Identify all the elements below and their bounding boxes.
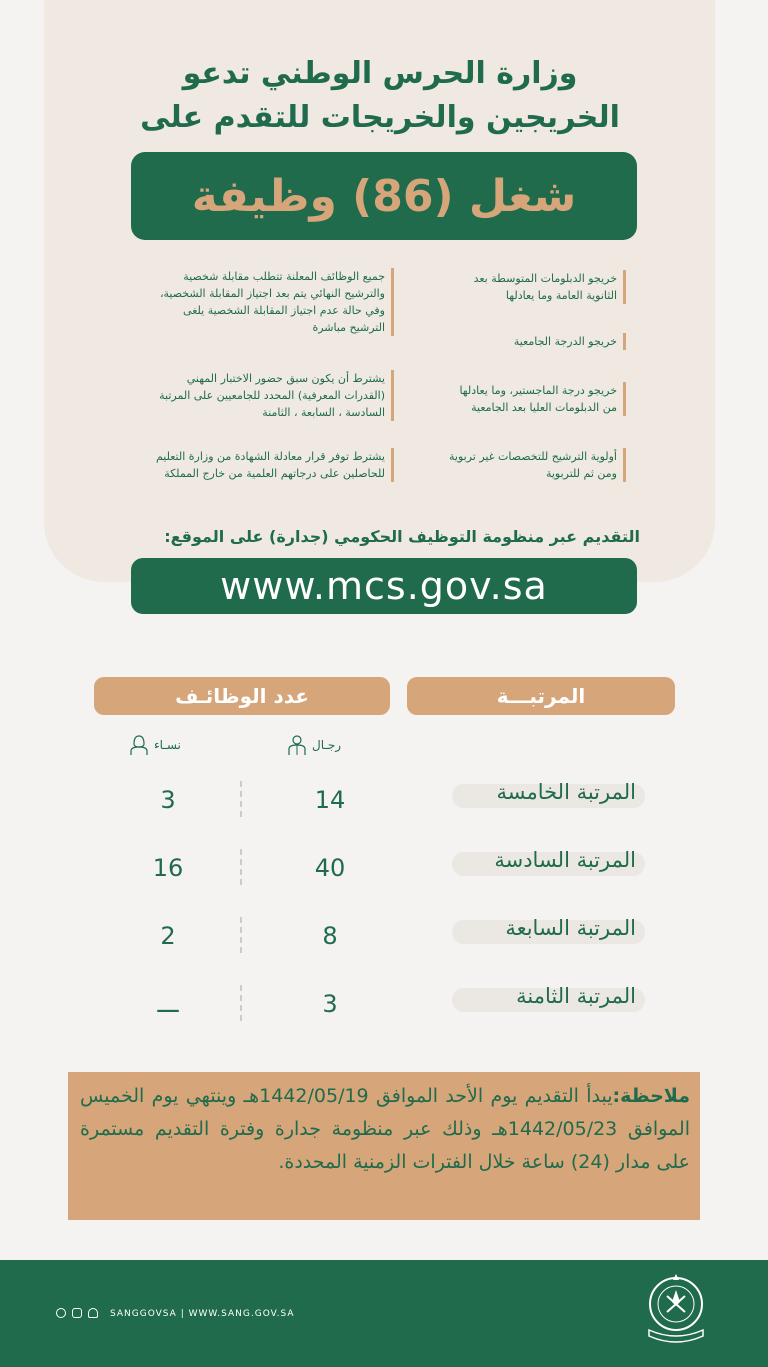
eligibility-item: خريجو الدبلومات المتوسطة بعد الثانوية العامة وما يعادلها	[449, 270, 626, 304]
women-count: 2	[160, 922, 176, 950]
note-text	[80, 1080, 690, 1179]
national-guard-emblem-icon	[643, 1272, 709, 1346]
apply-instructions: التقديم عبر منظومة التوظيف الحكومي (جدارة) على الموقع:	[164, 527, 640, 546]
men-count: 8	[322, 922, 338, 950]
twitter-icon[interactable]	[56, 1308, 66, 1318]
snapchat-icon[interactable]	[88, 1308, 98, 1318]
men-count: 14	[314, 786, 346, 814]
men-column-label	[288, 735, 341, 755]
requirement-item: يشترط توفر قرار معادلة الشهادة من وزارة التعليم للحاصلين على درجاتهم العلمية من خارج المملكة	[150, 448, 394, 482]
column-divider	[240, 781, 242, 817]
women-column-label	[130, 735, 181, 755]
column-divider	[240, 985, 242, 1021]
column-divider	[240, 849, 242, 885]
men-label: رجـال	[312, 738, 342, 752]
note-label: ملاحظة:	[612, 1085, 690, 1107]
job-count-header: عدد الوظائـف	[94, 677, 390, 715]
man-icon	[288, 735, 306, 755]
requirement-item: جميع الوظائف المعلنة تتطلب مقابلة شخصية والترشيح النهائي يتم بعد اجتياز المقابلة الشخصية، وفي حالة عدم اجتياز المقابلة الشخصية يلغى الترشيح مباشرة	[150, 268, 394, 336]
rank-name: المرتبة الخامسة	[496, 780, 636, 804]
rank-name: المرتبة السابعة	[505, 916, 636, 940]
woman-icon	[130, 735, 148, 755]
website-link[interactable]	[131, 558, 637, 614]
title-line-2: الخريجين والخريجات للتقدم على	[140, 100, 620, 135]
title-line-1: وزارة الحرس الوطني تدعو	[182, 56, 578, 91]
footer-links[interactable]: SANGGOVSA | WWW.SANG.GOV.SA	[110, 1309, 295, 1319]
requirement-item: يشترط أن يكون سبق حضور الاختبار المهني (القدرات المعرفية) المحدد للجامعيين على المرتبة السادسة ، السابعة ، الثامنة	[150, 370, 394, 421]
website-url[interactable]: www.mcs.gov.sa	[220, 564, 548, 608]
column-divider	[240, 917, 242, 953]
jobs-count-label: شغل (86) وظيفة	[191, 170, 577, 222]
rank-name: المرتبة الثامنة	[516, 984, 636, 1008]
eligibility-item: خريجو درجة الماجستير، وما يعادلها من الدبلومات العليا بعد الجامعية	[449, 382, 626, 416]
instagram-icon[interactable]	[72, 1308, 82, 1318]
women-count: 16	[152, 854, 184, 882]
jobs-count-banner	[131, 152, 637, 240]
women-label: نسـاء	[154, 738, 181, 752]
women-count: 3	[160, 786, 176, 814]
eligibility-item: خريجو الدرجة الجامعية	[449, 333, 626, 350]
men-count: 3	[322, 990, 338, 1018]
men-count: 40	[314, 854, 346, 882]
rank-name: المرتبة السادسة	[494, 848, 636, 872]
eligibility-item: أولوية الترشيح للتخصصات غير تربوية ومن ثم للتربوية	[449, 448, 626, 482]
rank-header: المرتبـــة	[407, 677, 675, 715]
women-count: ـــ	[157, 990, 179, 1018]
note-body: يبدأ التقديم يوم الأحد الموافق 1442/05/19هـ وينتهي يوم الخميس الموافق 1442/05/23هـ وذلك عبر منظومة جدارة وفترة التقديم مستمرة على مدار (24) ساعة خلال الفترات الزمنية المحددة.	[80, 1085, 690, 1173]
